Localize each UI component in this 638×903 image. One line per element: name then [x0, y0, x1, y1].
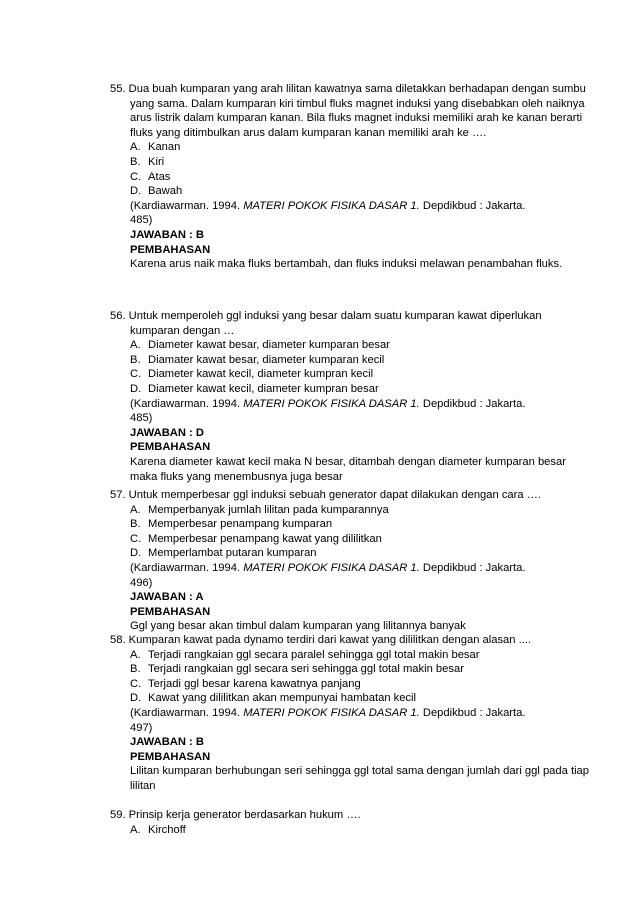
explanation: Karena diameter kawat kecil maka N besar, ditambah dengan diameter kumparan besar maka fluks yang menembusnya juga besar	[130, 455, 566, 483]
pembahasan-label: PEMBAHASAN	[130, 750, 211, 763]
reference: (Kardiawarman. 1994. MATERI POKOK FISIKA DASAR 1. Depdikbud : Jakarta.	[130, 561, 526, 574]
question-stem: 58. Kumparan kawat pada dynamo terdiri dari kawat yang dililitkan dengan alasan ....	[110, 634, 532, 646]
option-c: C. Terjadi ggl besar karena kawatnya panjang	[130, 677, 361, 690]
answer: JAWABAN : A	[130, 591, 204, 604]
reference: (Kardiawarman. 1994. MATERI POKOK FISIKA DASAR 1. Depdikbud : Jakarta.	[130, 706, 526, 719]
pembahasan-label: PEMBAHASAN	[130, 243, 211, 256]
option-b: B. Kiri	[130, 155, 165, 168]
question-59	[110, 808, 590, 837]
question-stem: 55. Dua buah kumparan yang arah lilitan kawatnya sama diletakkan berhadapan dengan sumbu yang sama. Dalam kumparan kiri timbul fluks magnet induksi yang disebabkan oleh naiknya arus listrik dalam kumparan kanan. Bila fluks magnet induksi memiliki arah ke kanan berarti fluks yang ditimbulkan arus dalam kumparan kanan memiliki arah ke ….	[110, 83, 586, 139]
option-d: D. Memperlambat putaran kumparan	[130, 547, 317, 560]
option-a: A. Memperbanyak jumlah lilitan pada kumparannya	[130, 503, 389, 516]
explanation: Ggl yang besar akan timbul dalam kumparan yang lilitannya banyak	[130, 620, 466, 633]
explanation: Karena arus naik maka fluks bertambah, dan fluks induksi melawan penambahan fluks.	[130, 258, 563, 271]
reference: (Kardiawarman. 1994. MATERI POKOK FISIKA DASAR 1. Depdikbud : Jakarta.	[130, 199, 526, 212]
option-c: C. Atas	[130, 170, 171, 183]
reference-page: 485)	[130, 214, 153, 227]
question-stem: 56. Untuk memperoleh ggl induksi yang besar dalam suatu kumparan kawat diperlukan kumparan dengan …	[110, 310, 542, 337]
pembahasan-label: PEMBAHASAN	[130, 605, 211, 618]
option-a: A. Kirchoff	[130, 823, 186, 836]
option-d: D. Kawat yang dililitkan akan mempunyai hambatan kecil	[130, 692, 417, 705]
question-55	[110, 82, 590, 272]
option-b: B. Diamater kawat besar, diameter kumparan kecil	[130, 353, 385, 366]
reference-page: 485)	[130, 412, 153, 425]
option-d: D. Diameter kawat kecil, diameter kumpran besar	[130, 382, 379, 395]
option-d: D. Bawah	[130, 185, 183, 198]
reference-page: 496)	[130, 576, 153, 589]
question-58	[110, 633, 590, 794]
question-56	[110, 309, 590, 484]
reference-page: 497)	[130, 721, 153, 734]
pembahasan-label: PEMBAHASAN	[130, 441, 211, 454]
option-b: B. Memperbesar penampang kumparan	[130, 518, 333, 531]
answer: JAWABAN : B	[130, 736, 204, 749]
question-stem: 57. Untuk memperbesar ggl induksi sebuah generator dapat dilakukan dengan cara ….	[110, 489, 541, 501]
question-stem: 59. Prinsip kerja generator berdasarkan hukum ….	[110, 809, 361, 821]
answer: JAWABAN : D	[130, 426, 204, 439]
option-b: B. Terjadi rangkaian ggl secara seri sehingga ggl total makin besar	[130, 663, 464, 676]
option-a: A. Diameter kawat besar, diameter kumparan besar	[130, 339, 390, 352]
option-c: C. Memperbesar penampang kawat yang dililitkan	[130, 532, 382, 545]
explanation: Lilitan kumparan berhubungan seri sehingga ggl total sama dengan jumlah dari ggl pada tiap lilitan	[130, 765, 589, 792]
option-c: C. Diameter kawat kecil, diameter kumpran kecil	[130, 368, 374, 381]
option-a: A. Terjadi rangkaian ggl secara paralel sehingga ggl total makin besar	[130, 648, 480, 661]
reference: (Kardiawarman. 1994. MATERI POKOK FISIKA DASAR 1. Depdikbud : Jakarta.	[130, 397, 526, 410]
question-57	[110, 488, 590, 634]
option-a: A. Kanan	[130, 141, 181, 154]
answer: JAWABAN : B	[130, 228, 204, 241]
